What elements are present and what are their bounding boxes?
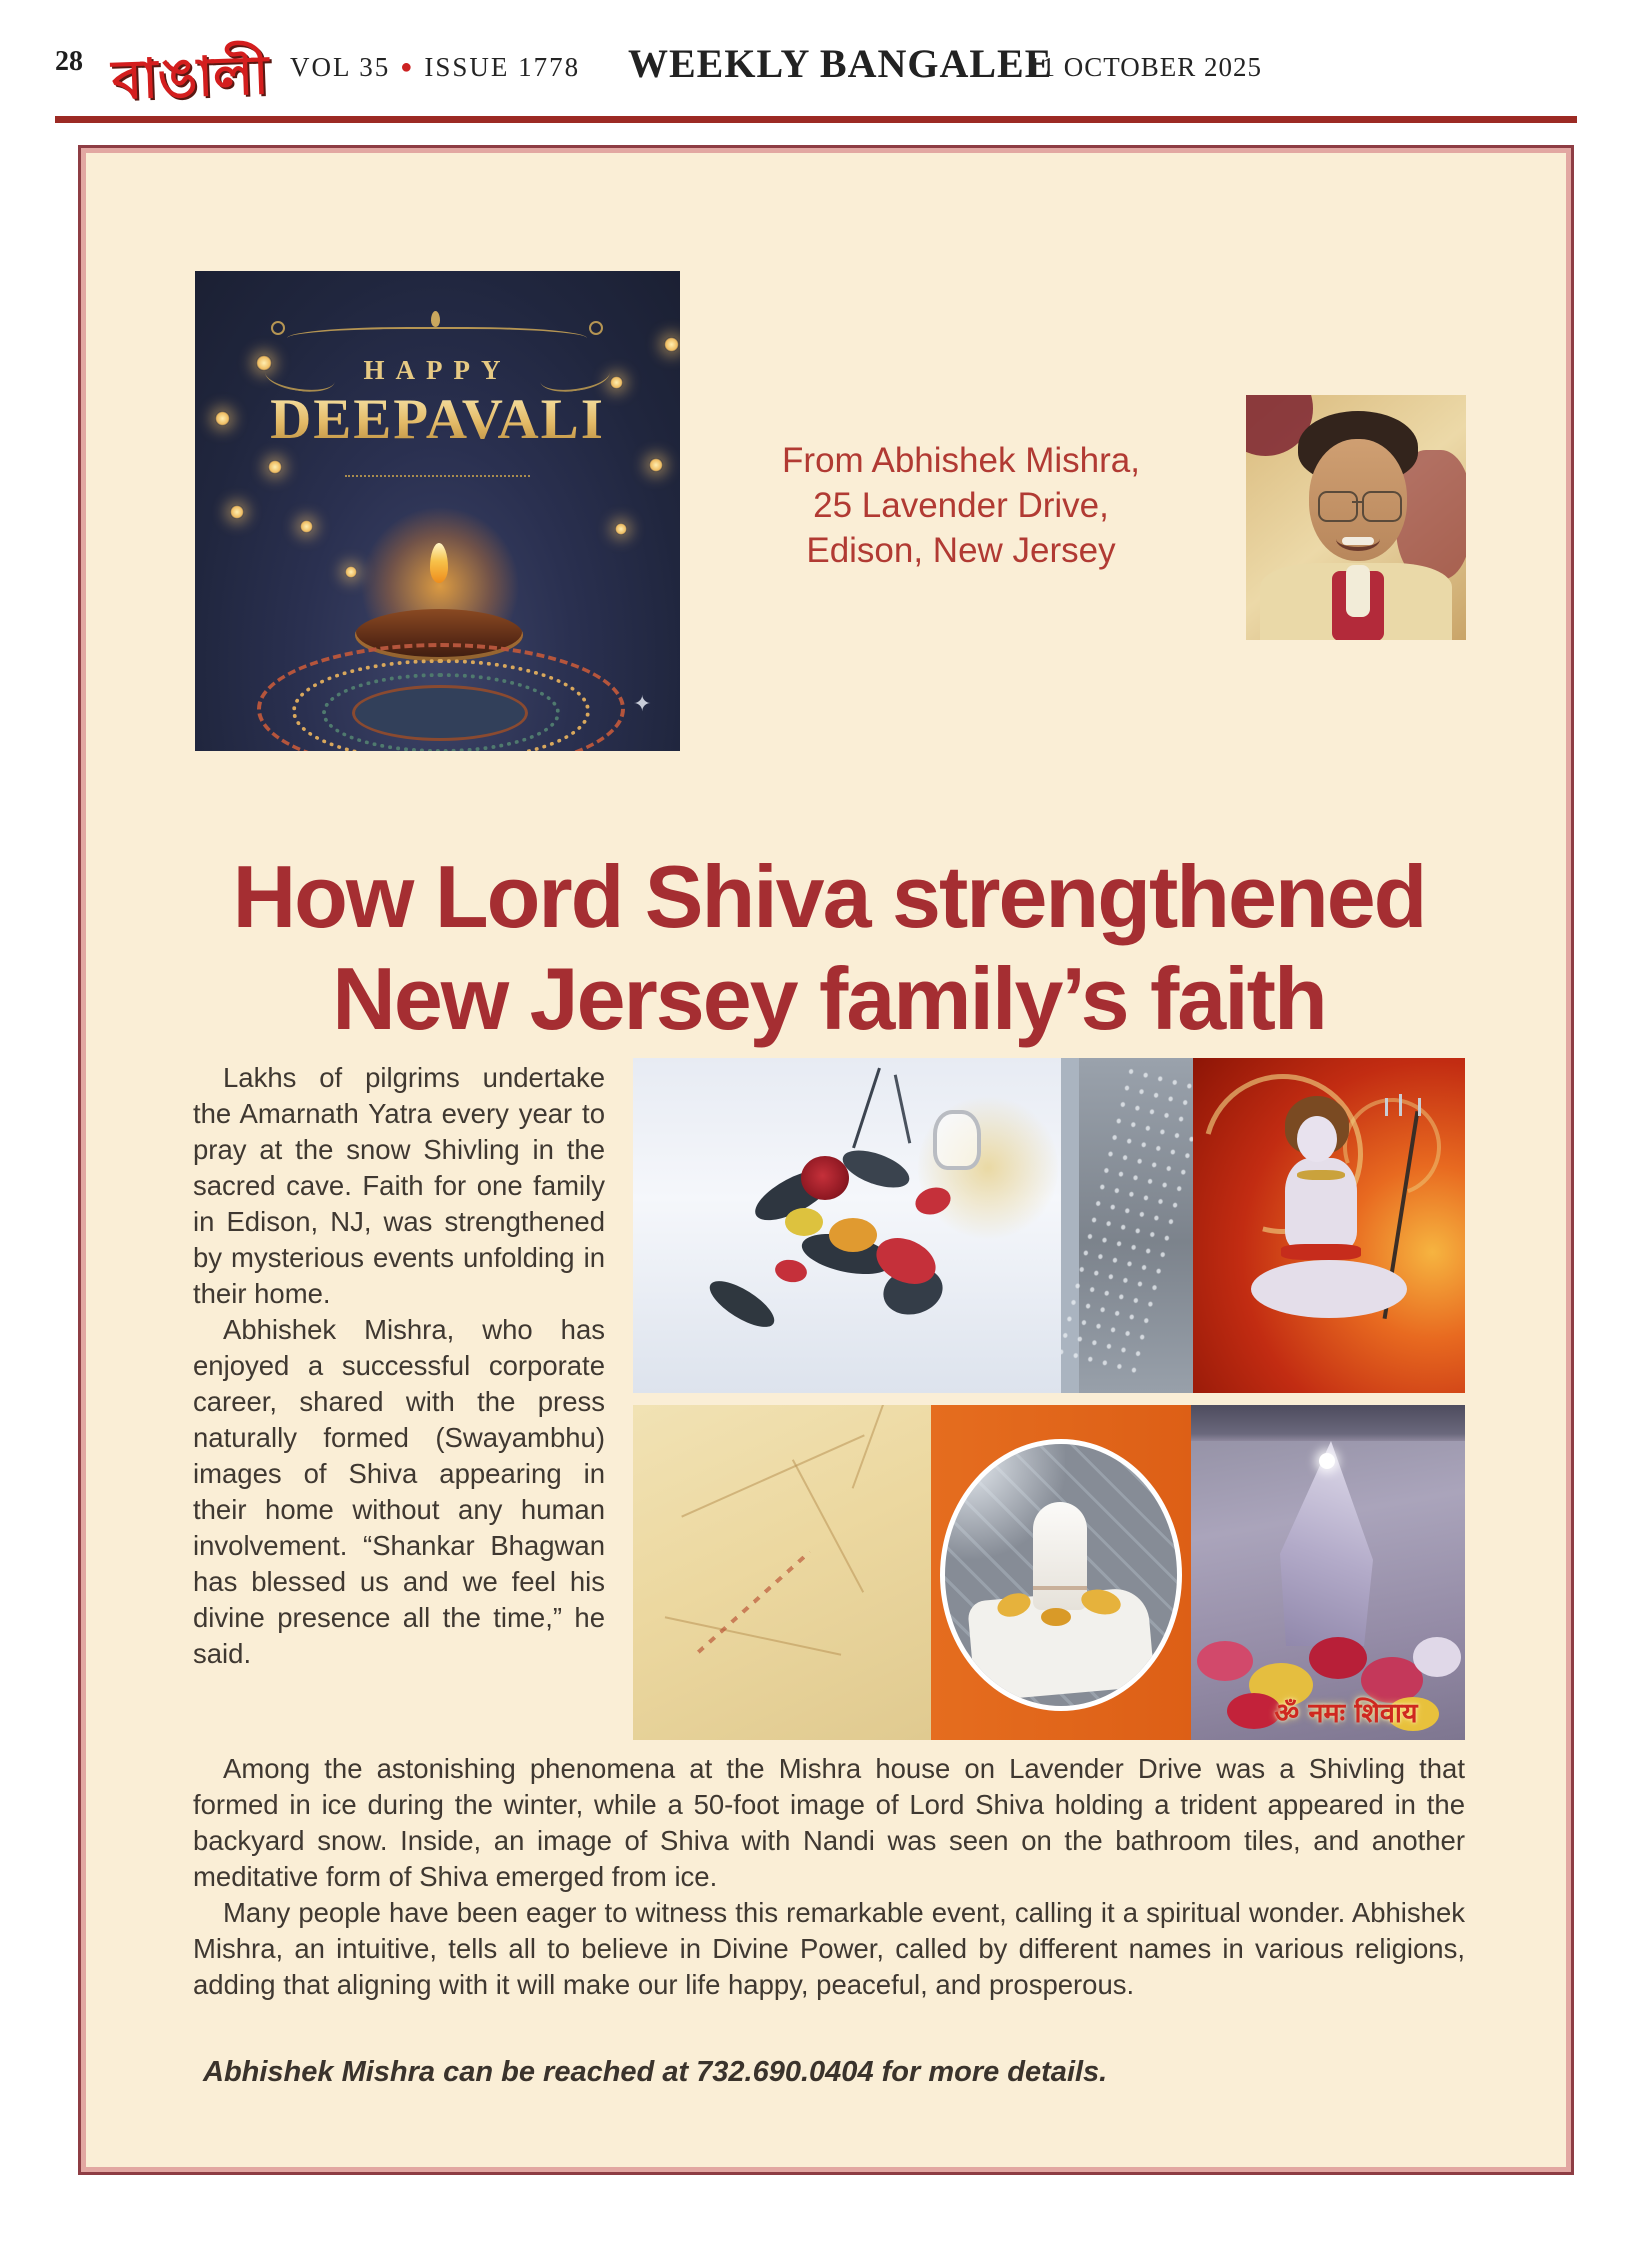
glasses-icon (1318, 491, 1358, 522)
bathroom-tile-shiva-photo (633, 1405, 931, 1740)
dedication-line-3: Edison, New Jersey (806, 531, 1116, 570)
crack-line (852, 1405, 885, 1489)
crack-line (665, 1616, 841, 1655)
snow-speckle-pattern (1061, 1061, 1193, 1384)
collage-top-row (633, 1058, 1465, 1393)
collage-bottom-row (633, 1405, 1465, 1740)
article-left-column (193, 1060, 605, 1672)
leaf-shape (838, 1143, 914, 1195)
rose-shape (801, 1156, 849, 1200)
gold-ornament-top (287, 327, 587, 355)
trident-head-icon (1385, 1098, 1421, 1116)
bokeh-light-icon (610, 376, 623, 389)
photo-collage (633, 1058, 1465, 1740)
bokeh-light-icon (615, 523, 627, 535)
shiva-legs-shape (1251, 1260, 1407, 1318)
article-paragraph: Lakhs of pilgrims undertake the Amarnath Yatra every year to pray at the snow Shivling in the sacred cave. Faith for one family in Edison, NJ, was strengthened by mysterious events unfolding in their home. (193, 1062, 605, 1309)
glasses-icon (1362, 491, 1402, 522)
article-paragraph: Among the astonishing phenomena at the Mishra house on Lavender Drive was a Shivling that formed in ice during the winter, while a 50-foot image of Lord Shiva holding a trident appeared in the backyard snow. Inside, an image of Shiva with Nandi was seen on the bathroom tiles, and another meditative form of Shiva emerged from ice. (193, 1753, 1465, 1892)
shivling-circle-photo (940, 1439, 1182, 1711)
stem-shape (852, 1068, 881, 1149)
flower-offering-shape (1041, 1608, 1071, 1626)
volume-issue (290, 52, 580, 83)
bokeh-light-icon (664, 337, 679, 352)
pod-shape (703, 1273, 781, 1336)
bokeh-light-icon (230, 505, 244, 519)
ice-shivling-shape (1253, 1441, 1403, 1646)
page-number: 28 (55, 46, 83, 77)
dedication-line-2: 25 Lavender Drive, (813, 486, 1109, 525)
sparkle-icon: ✦ (633, 691, 652, 716)
masthead-title: WEEKLY BANGALEE (628, 41, 1053, 86)
glass-lamp-shape (933, 1110, 981, 1170)
article-panel (78, 145, 1574, 2175)
bokeh-light-icon (215, 411, 230, 426)
bokeh-light-icon (268, 460, 282, 474)
shivling-circle-panel (931, 1405, 1191, 1740)
rangoli-center (352, 685, 528, 741)
crack-line (681, 1434, 865, 1517)
bullet-separator-icon: ● (400, 56, 415, 78)
yellow-petal-shape (785, 1208, 823, 1236)
lord-shiva-painting (1193, 1058, 1465, 1393)
flower-shape (1413, 1637, 1461, 1677)
greeting-word-happy: HAPPY (363, 355, 512, 385)
ice-shivling-photo (1191, 1405, 1465, 1740)
glasses-bridge (1352, 501, 1364, 503)
issue-label: ISSUE 1778 (424, 52, 581, 82)
flower-shape (1309, 1637, 1367, 1679)
volume-label: VOL 35 (290, 52, 391, 82)
stem-shape (894, 1074, 911, 1143)
snow-shiva-outline-photo (1061, 1058, 1193, 1393)
shivling-shape (1033, 1502, 1087, 1610)
abhishek-mishra-portrait-photo (1246, 395, 1466, 640)
article-paragraph: Abhishek Mishra, who has enjoyed a successful corporate career, shared with the press naturally formed (Swayambhu) images of Shiva appearing in their home without any human involvement. “Shankar Bhagwan has blessed us and we feel his divine presence all the time,” he said. (193, 1314, 605, 1669)
window-sill-shape (1191, 1405, 1465, 1441)
petal-shape (773, 1257, 808, 1284)
deepavali-greeting-card (195, 271, 680, 751)
bokeh-light-icon (300, 520, 313, 533)
om-namah-shivay-caption: ॐ नमः शिवाय (1274, 1698, 1418, 1729)
article-headline (81, 846, 1577, 1050)
article-paragraph: Many people have been eager to witness this remarkable event, calling it a spiritual wonder. Abhishek Mishra, an intuitive, tells all to believe in Divine Power, called by different names in various religions, adding that aligning with it will make our life happy, peaceful, and prosperous. (193, 1897, 1465, 2000)
issue-date: 11 OCTOBER 2025 (1028, 52, 1263, 82)
shiva-face-shape (1297, 1116, 1337, 1162)
headline-line-1: How Lord Shiva strengthened (232, 847, 1426, 946)
necklace-shape (1297, 1170, 1345, 1180)
bangalee-logo: বাঙালী (110, 43, 270, 112)
greeting-word-deepavali: DEEPAVALI (195, 387, 680, 452)
header-rule (55, 116, 1577, 123)
gold-ornament-bottom (345, 463, 530, 477)
bokeh-light-icon (256, 355, 272, 371)
marigold-shape (829, 1218, 877, 1252)
crack-line (792, 1459, 864, 1592)
red-cloth-shape (1281, 1244, 1361, 1260)
bokeh-light-icon (345, 566, 357, 578)
bokeh-light-icon (649, 458, 663, 472)
shivling-band-shape (1033, 1586, 1087, 1590)
collar-shape (1346, 565, 1370, 617)
ice-glint-shape (1319, 1453, 1335, 1469)
dedication-block (721, 438, 1201, 573)
red-streak-shape (697, 1550, 811, 1653)
snow-flower-offering-photo (633, 1058, 1061, 1393)
dedication-line-1: From Abhishek Mishra, (782, 441, 1140, 480)
teeth-shape (1342, 537, 1374, 545)
headline-line-2: New Jersey family’s faith (332, 949, 1326, 1048)
gold-lamp-ornament-icon (431, 311, 440, 327)
flower-shape (1197, 1641, 1253, 1681)
contact-note: Abhishek Mishra can be reached at 732.690.0404 for more details. (203, 2056, 1108, 2088)
article-full-width-text (193, 1751, 1465, 2003)
